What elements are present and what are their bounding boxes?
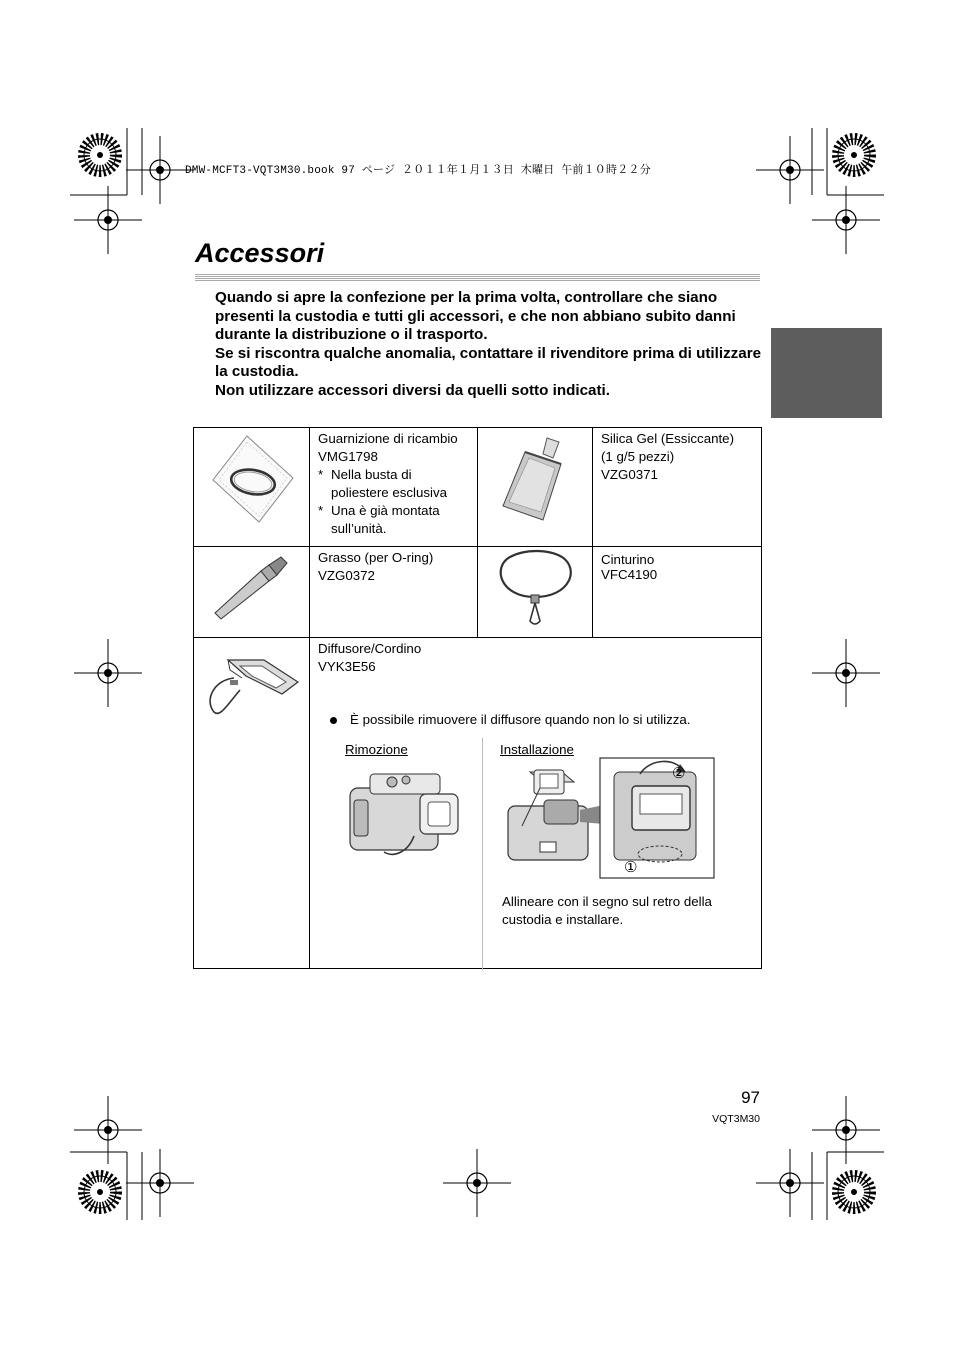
removal-label: Rimozione [345, 742, 408, 757]
silica-description [593, 428, 762, 547]
installation-label: Installazione [500, 742, 574, 757]
intro-paragraph: Quando si apre la confezione per la prima volta, controllare che siano presenti la custodia e tutti gli accessori, e che non abbiano subito danni durante la distribuzione o il trasporto. [215, 289, 736, 343]
strap-name: Cinturino [601, 552, 655, 567]
grease-code: VZG0372 [318, 568, 375, 583]
installation-illustration [500, 756, 720, 881]
diffuser-bullet: È possibile rimuovere il diffusore quando non lo si utilizza. [330, 711, 691, 729]
gasket-note: * Nella busta di poliestere esclusiva [318, 467, 448, 500]
silica-code: VZG0371 [601, 467, 658, 482]
strap-description [593, 547, 762, 638]
grease-tube-illustration [207, 547, 297, 627]
gasket-name: Guarnizione di ricambio [318, 431, 458, 446]
gasket-bag-illustration [207, 428, 297, 528]
gasket-note: * Una è già montata sull’unità. [318, 503, 440, 536]
gasket-image-cell [194, 428, 310, 547]
document-code: VQT3M30 [712, 1113, 760, 1125]
gasket-description [310, 428, 478, 547]
intro-paragraph: Non utilizzare accessori diversi da quelli sotto indicati. [215, 381, 610, 399]
silica-quantity: (1 g/5 pezzi) [601, 449, 675, 464]
diffuser-name: Diffusore/Cordino [318, 641, 422, 656]
diffuser-description [310, 638, 762, 969]
gasket-code: VMG1798 [318, 449, 378, 464]
grease-description [310, 547, 478, 638]
bullet-icon [330, 717, 337, 724]
page-title: Accessori [195, 238, 325, 268]
diffuser-cord-illustration [206, 650, 306, 720]
grease-name: Grasso (per O-ring) [318, 550, 434, 565]
strap-illustration [490, 547, 580, 631]
intro-paragraph: Se si riscontra qualche anomalia, contattare il rivenditore prima di utilizzare la custodia. [215, 344, 762, 380]
silica-image-cell [478, 428, 593, 547]
silica-name: Silica Gel (Essiccante) [601, 431, 735, 446]
diffuser-image-cell [194, 638, 310, 969]
strap-code: VFC4190 [601, 567, 658, 582]
grease-image-cell [194, 547, 310, 638]
intro-text [215, 289, 765, 400]
installation-instruction: Allineare con il segno sul retro della custodia e installare. [502, 894, 712, 927]
page-number: 97 [741, 1088, 760, 1107]
column-divider [482, 738, 483, 970]
silica-gel-illustration [495, 428, 575, 528]
step-1-marker: ① [624, 858, 638, 876]
removal-illustration [344, 766, 464, 862]
book-file-header: DMW-MCFT3-VQT3M30.book 97 ページ ２０１１年１月１３日 木曜日 午前１０時２２分 [185, 165, 651, 177]
strap-image-cell [478, 547, 593, 638]
title-rule [195, 274, 760, 281]
step-2-marker: ② [672, 764, 686, 782]
accessories-table [193, 427, 762, 969]
section-tab [771, 328, 882, 418]
diffuser-code: VYK3E56 [318, 659, 376, 674]
